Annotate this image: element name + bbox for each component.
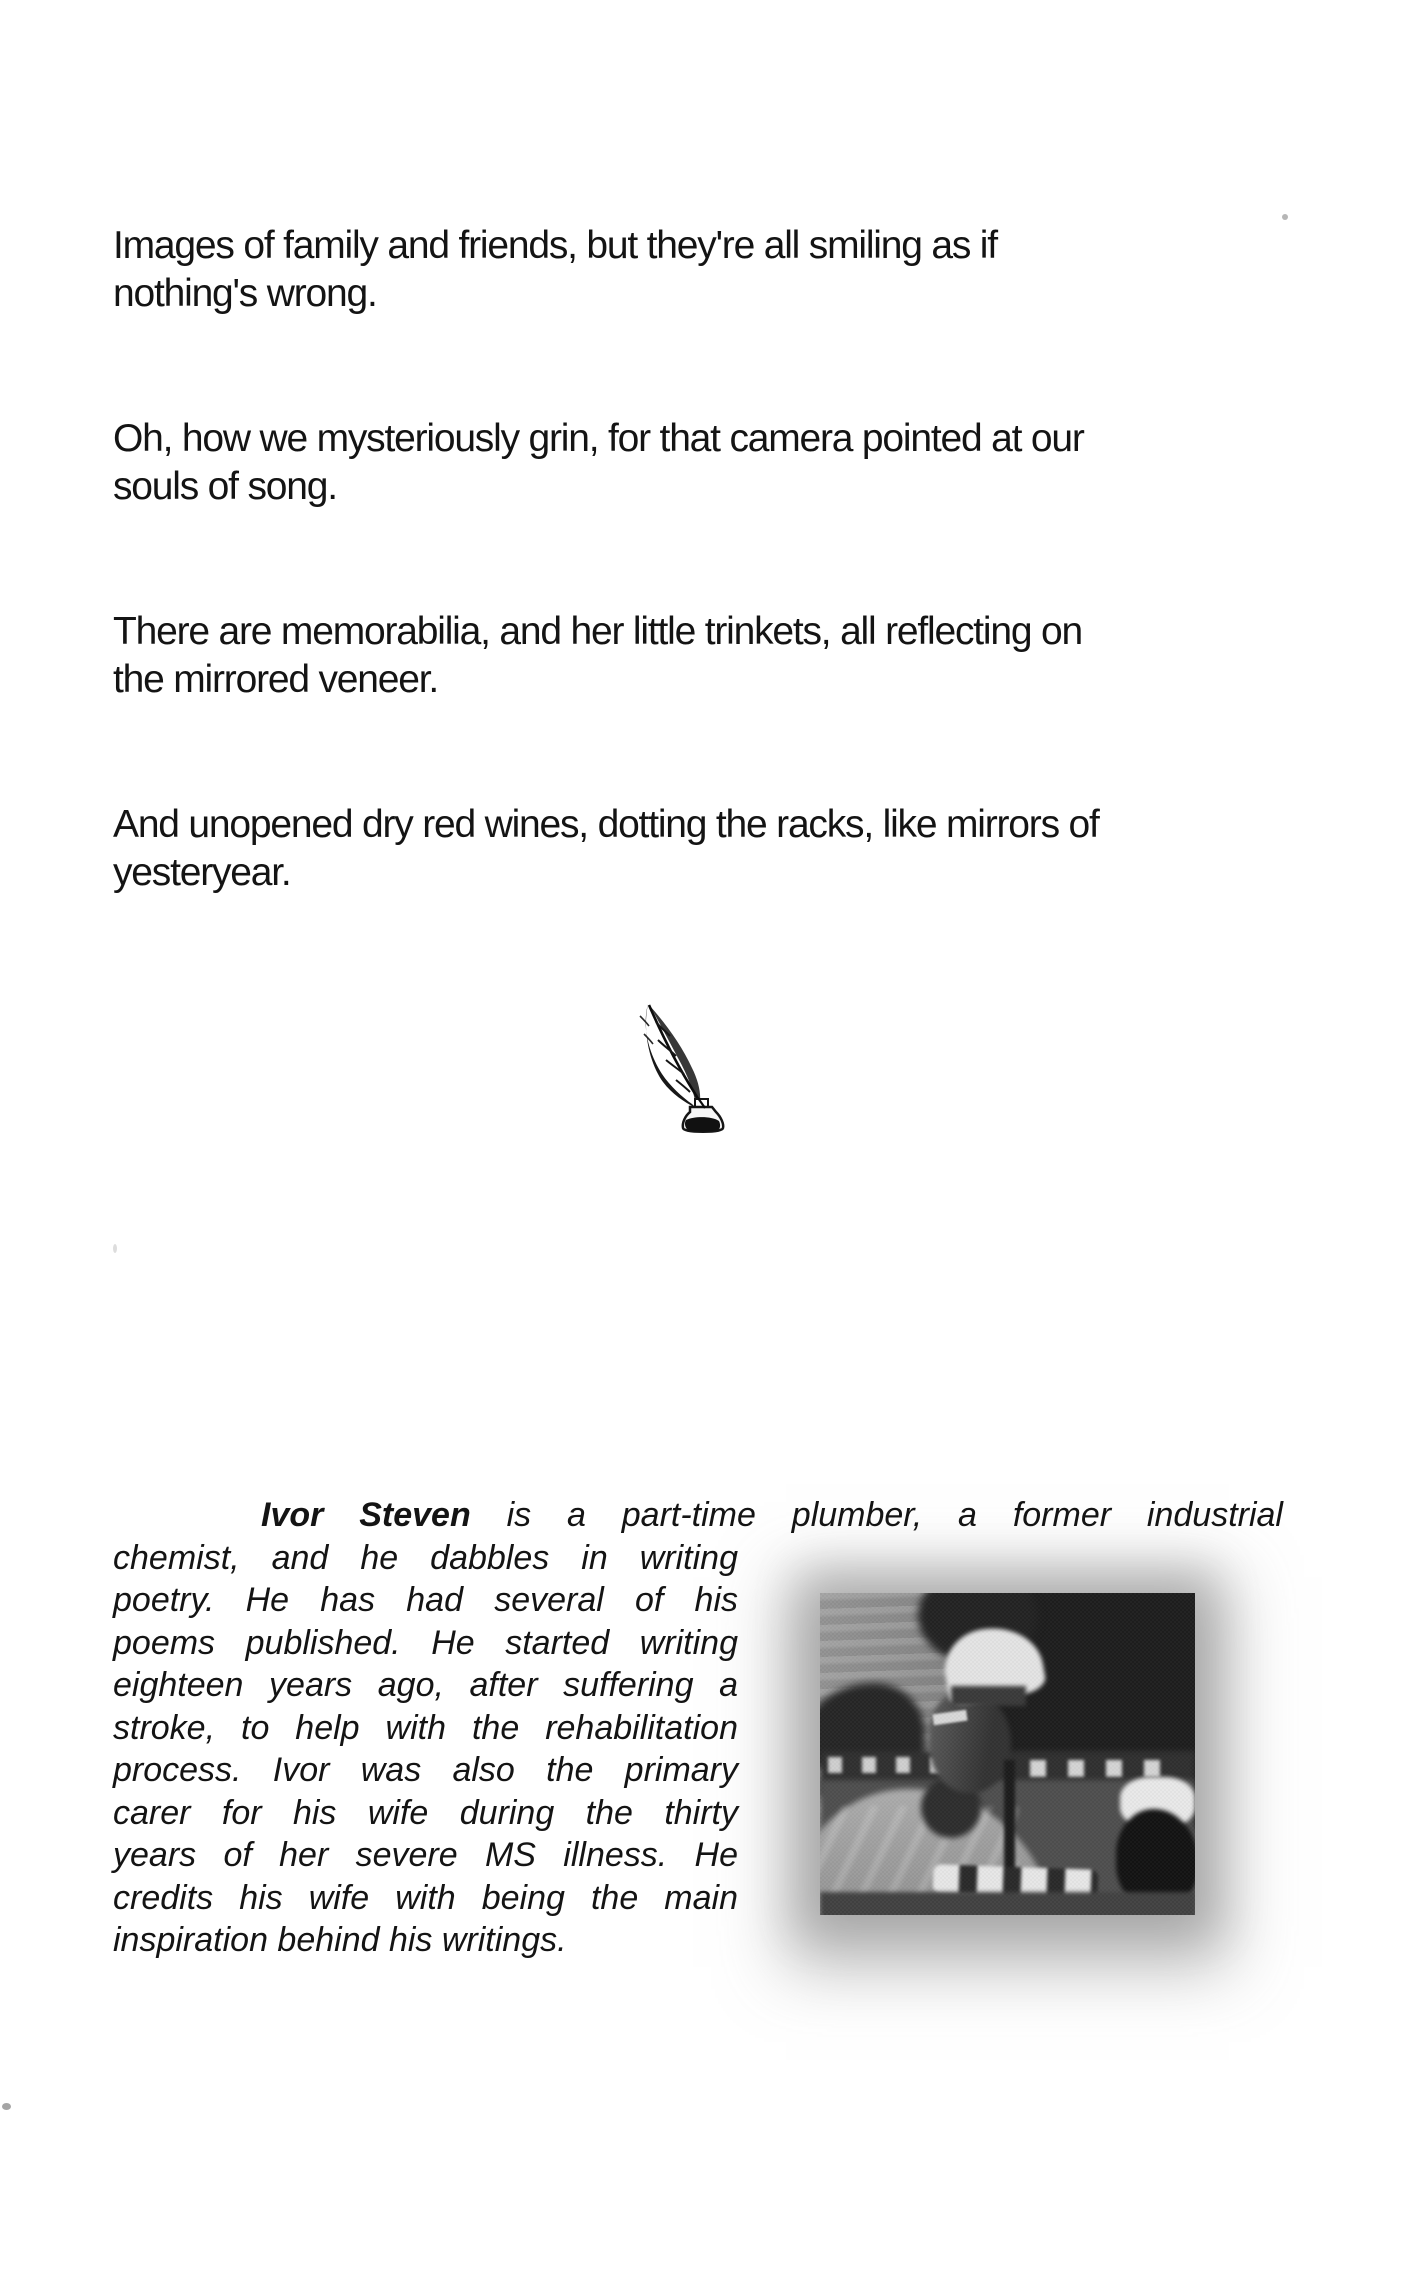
poem-line: There are memorabilia, and her little trinkets, all reflecting on bbox=[113, 610, 1082, 653]
scan-speck bbox=[1282, 214, 1288, 220]
poem-line: Oh, how we mysteriously grin, for that camera pointed at our bbox=[113, 417, 1084, 460]
author-photo bbox=[820, 1593, 1195, 1915]
bio-line: inspiration behind his writings. bbox=[113, 1921, 567, 1959]
bio-line: carer for his wife during the thirty bbox=[113, 1793, 738, 1832]
bio-line: chemist, and he dabbles in writing bbox=[113, 1538, 738, 1577]
bio-line bbox=[113, 1494, 1283, 1537]
bio-line-text: is a part-time plumber, a former industrial bbox=[470, 1496, 1283, 1534]
bio-line: process. Ivor was also the primary bbox=[113, 1751, 738, 1789]
poem-line: nothing's wrong. bbox=[113, 272, 377, 315]
bio-line: years of her severe MS illness. He bbox=[113, 1836, 738, 1874]
poem-stanza bbox=[113, 415, 1099, 511]
bio-line: stroke, to help with the rehabilitation bbox=[113, 1708, 738, 1747]
poem-line: And unopened dry red wines, dotting the racks, like mirrors of bbox=[113, 803, 1099, 846]
poem-stanza bbox=[113, 801, 1099, 897]
poem-stanza bbox=[113, 608, 1099, 704]
photo-grain bbox=[820, 1593, 1195, 1915]
scan-speck bbox=[2, 2103, 11, 2110]
quill-inkwell-icon bbox=[632, 1000, 728, 1136]
author-name: Ivor Steven bbox=[261, 1496, 471, 1534]
bio-line: poetry. He has had several of his bbox=[113, 1581, 738, 1619]
bio-line: credits his wife with being the main bbox=[113, 1878, 738, 1917]
poem-line: yesteryear. bbox=[113, 851, 291, 894]
bio-line: eighteen years ago, after suffering a bbox=[113, 1666, 738, 1704]
poem-stanza bbox=[113, 222, 1099, 318]
poem-line: souls of song. bbox=[113, 465, 337, 508]
bio-line: poems published. He started writing bbox=[113, 1623, 738, 1662]
poem-line: Images of family and friends, but they're all smiling as if bbox=[113, 224, 997, 267]
scan-speck bbox=[113, 1244, 117, 1253]
author-bio bbox=[113, 1494, 1283, 1962]
poem-line: the mirrored veneer. bbox=[113, 658, 439, 701]
poem-stanzas bbox=[113, 222, 1099, 994]
